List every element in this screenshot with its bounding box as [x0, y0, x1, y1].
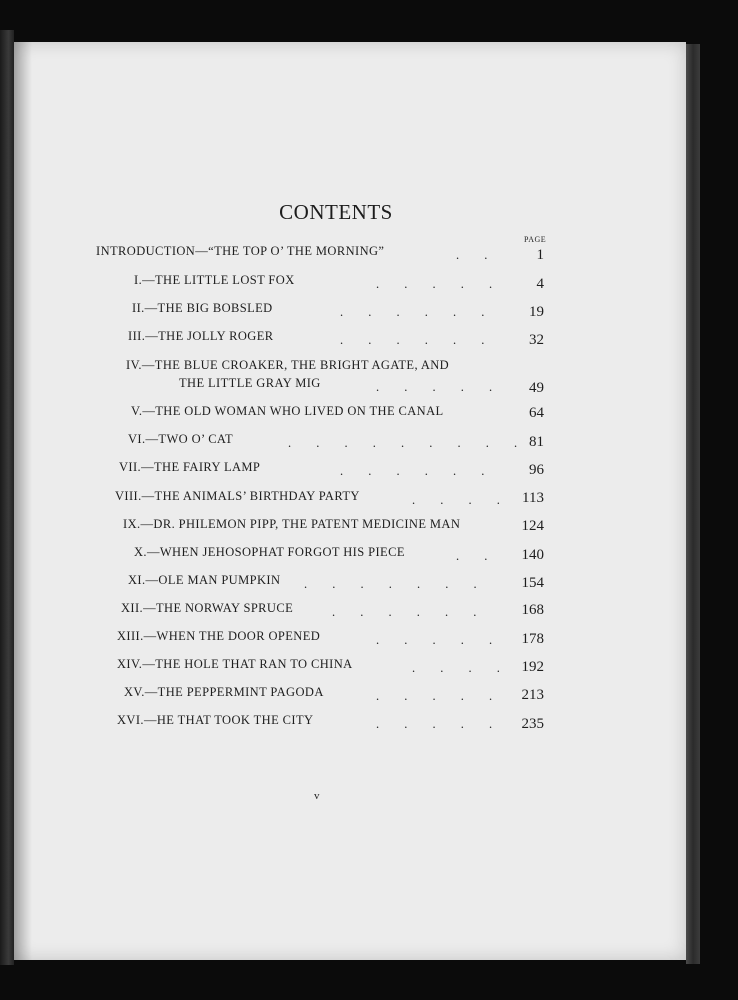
toc-page-number: 4 [536, 276, 544, 292]
toc-leader: . . . . . . . . . [288, 436, 529, 450]
toc-entry-number: II. [132, 301, 145, 315]
toc-entry-number: VII. [119, 460, 142, 474]
toc-page-number: 140 [521, 547, 544, 563]
toc-leader: . . . . . [376, 633, 504, 647]
toc-entry [126, 358, 449, 373]
toc-leader: . . . . . . [332, 605, 488, 619]
toc-page-number: 64 [529, 405, 544, 421]
toc-entry [124, 685, 324, 700]
toc-entry [115, 489, 360, 504]
toc-entry-number: I. [134, 273, 143, 287]
book-page [14, 42, 686, 960]
toc-page-number: 81 [529, 434, 544, 450]
toc-leader: . . . . . . [340, 464, 496, 478]
toc-entry-title: —THE NORWAY SPRUCE [143, 601, 294, 615]
toc-entry [117, 657, 353, 672]
toc-entry-title: —THE OLD WOMAN WHO LIVED ON THE CANAL [142, 404, 444, 418]
toc-entry-title: INTRODUCTION—“THE TOP O’ THE MORNING” [96, 244, 385, 258]
toc-entry-number: VIII. [115, 489, 142, 503]
toc-entry-number: V. [131, 404, 143, 418]
toc-page-number: 168 [521, 602, 544, 618]
toc-entry-number: XII. [121, 601, 144, 615]
toc-entry-number: XV. [124, 685, 145, 699]
toc-entry-title: —WHEN THE DOOR OPENED [143, 629, 321, 643]
table-of-contents [14, 42, 686, 960]
toc-entry-title: —THE ANIMALS’ BIRTHDAY PARTY [141, 489, 360, 503]
toc-entry [128, 432, 233, 447]
toc-page-number: 192 [521, 659, 544, 675]
toc-entry-number: XVI. [117, 713, 144, 727]
toc-entry [132, 301, 273, 316]
toc-leader: . . . . [412, 661, 511, 675]
toc-entry-title: —WHEN JEHOSOPHAT FORGOT HIS PIECE [146, 545, 405, 559]
page-edge [686, 44, 700, 964]
page-column-label: PAGE [524, 235, 547, 244]
toc-page-number: 32 [529, 332, 544, 348]
toc-entry-title: —DR. PHILEMON PIPP, THE PATENT MEDICINE MAN [140, 517, 461, 531]
toc-page-number: 235 [521, 716, 544, 732]
toc-entry-title: —THE LITTLE LOST FOX [142, 273, 295, 287]
toc-page-number: 96 [529, 462, 544, 478]
toc-leader: . . . . . . [340, 333, 496, 347]
toc-leader: . . . . . [376, 380, 504, 394]
page-folio: v [314, 790, 320, 802]
page-title: CONTENTS [279, 200, 393, 224]
toc-page-number: 124 [521, 518, 544, 534]
toc-leader: . . . . [412, 493, 511, 507]
toc-entry-title: —THE PEPPERMINT PAGODA [144, 685, 324, 699]
toc-entry [117, 629, 320, 644]
toc-page-number: 1 [536, 247, 544, 263]
toc-page-number: 49 [529, 380, 544, 396]
toc-leader: . . [456, 248, 499, 262]
toc-entry-title: —THE BLUE CROAKER, THE BRIGHT AGATE, AND [141, 358, 450, 372]
toc-page-number: 19 [529, 304, 544, 320]
toc-entry-title: —THE BIG BOBSLED [144, 301, 273, 315]
book-spine [0, 30, 14, 965]
toc-entry [123, 517, 460, 532]
toc-leader: . . [456, 549, 499, 563]
toc-entry-number: X. [134, 545, 147, 559]
toc-entry-title: —HE THAT TOOK THE CITY [143, 713, 314, 727]
toc-entry-number: IX. [123, 517, 141, 531]
toc-leader: . . . . . . [340, 305, 496, 319]
toc-entry-continuation: THE LITTLE GRAY MIG [179, 376, 321, 390]
toc-leader: . . . . . [376, 717, 504, 731]
toc-entry [121, 601, 293, 616]
toc-entry [119, 460, 260, 475]
toc-entry-title: —THE HOLE THAT RAN TO CHINA [142, 657, 353, 671]
toc-entry-number: III. [128, 329, 146, 343]
toc-entry [128, 329, 274, 344]
toc-entry-title: —THE JOLLY ROGER [145, 329, 274, 343]
toc-entry-title: —TWO O’ CAT [145, 432, 234, 446]
toc-entry-number: XIV. [117, 657, 143, 671]
toc-leader: . . . . . . . [304, 577, 488, 591]
toc-entry [131, 404, 444, 419]
toc-entry-number: IV. [126, 358, 142, 372]
toc-entry-title: —OLE MAN PUMPKIN [145, 573, 281, 587]
toc-entry-number: XIII. [117, 629, 144, 643]
toc-entry [117, 713, 313, 728]
toc-entry-title: —THE FAIRY LAMP [141, 460, 261, 474]
toc-page-number: 213 [521, 687, 544, 703]
toc-entry-number: XI. [128, 573, 146, 587]
toc-entry [134, 545, 405, 560]
toc-entry [134, 273, 295, 288]
toc-entry-number: VI. [128, 432, 146, 446]
toc-entry [128, 573, 280, 588]
toc-leader: . . . . . [376, 277, 504, 291]
toc-leader: . . . . . [376, 689, 504, 703]
toc-page-number: 154 [521, 575, 544, 591]
toc-page-number: 178 [521, 631, 544, 647]
toc-page-number: 113 [522, 490, 544, 506]
